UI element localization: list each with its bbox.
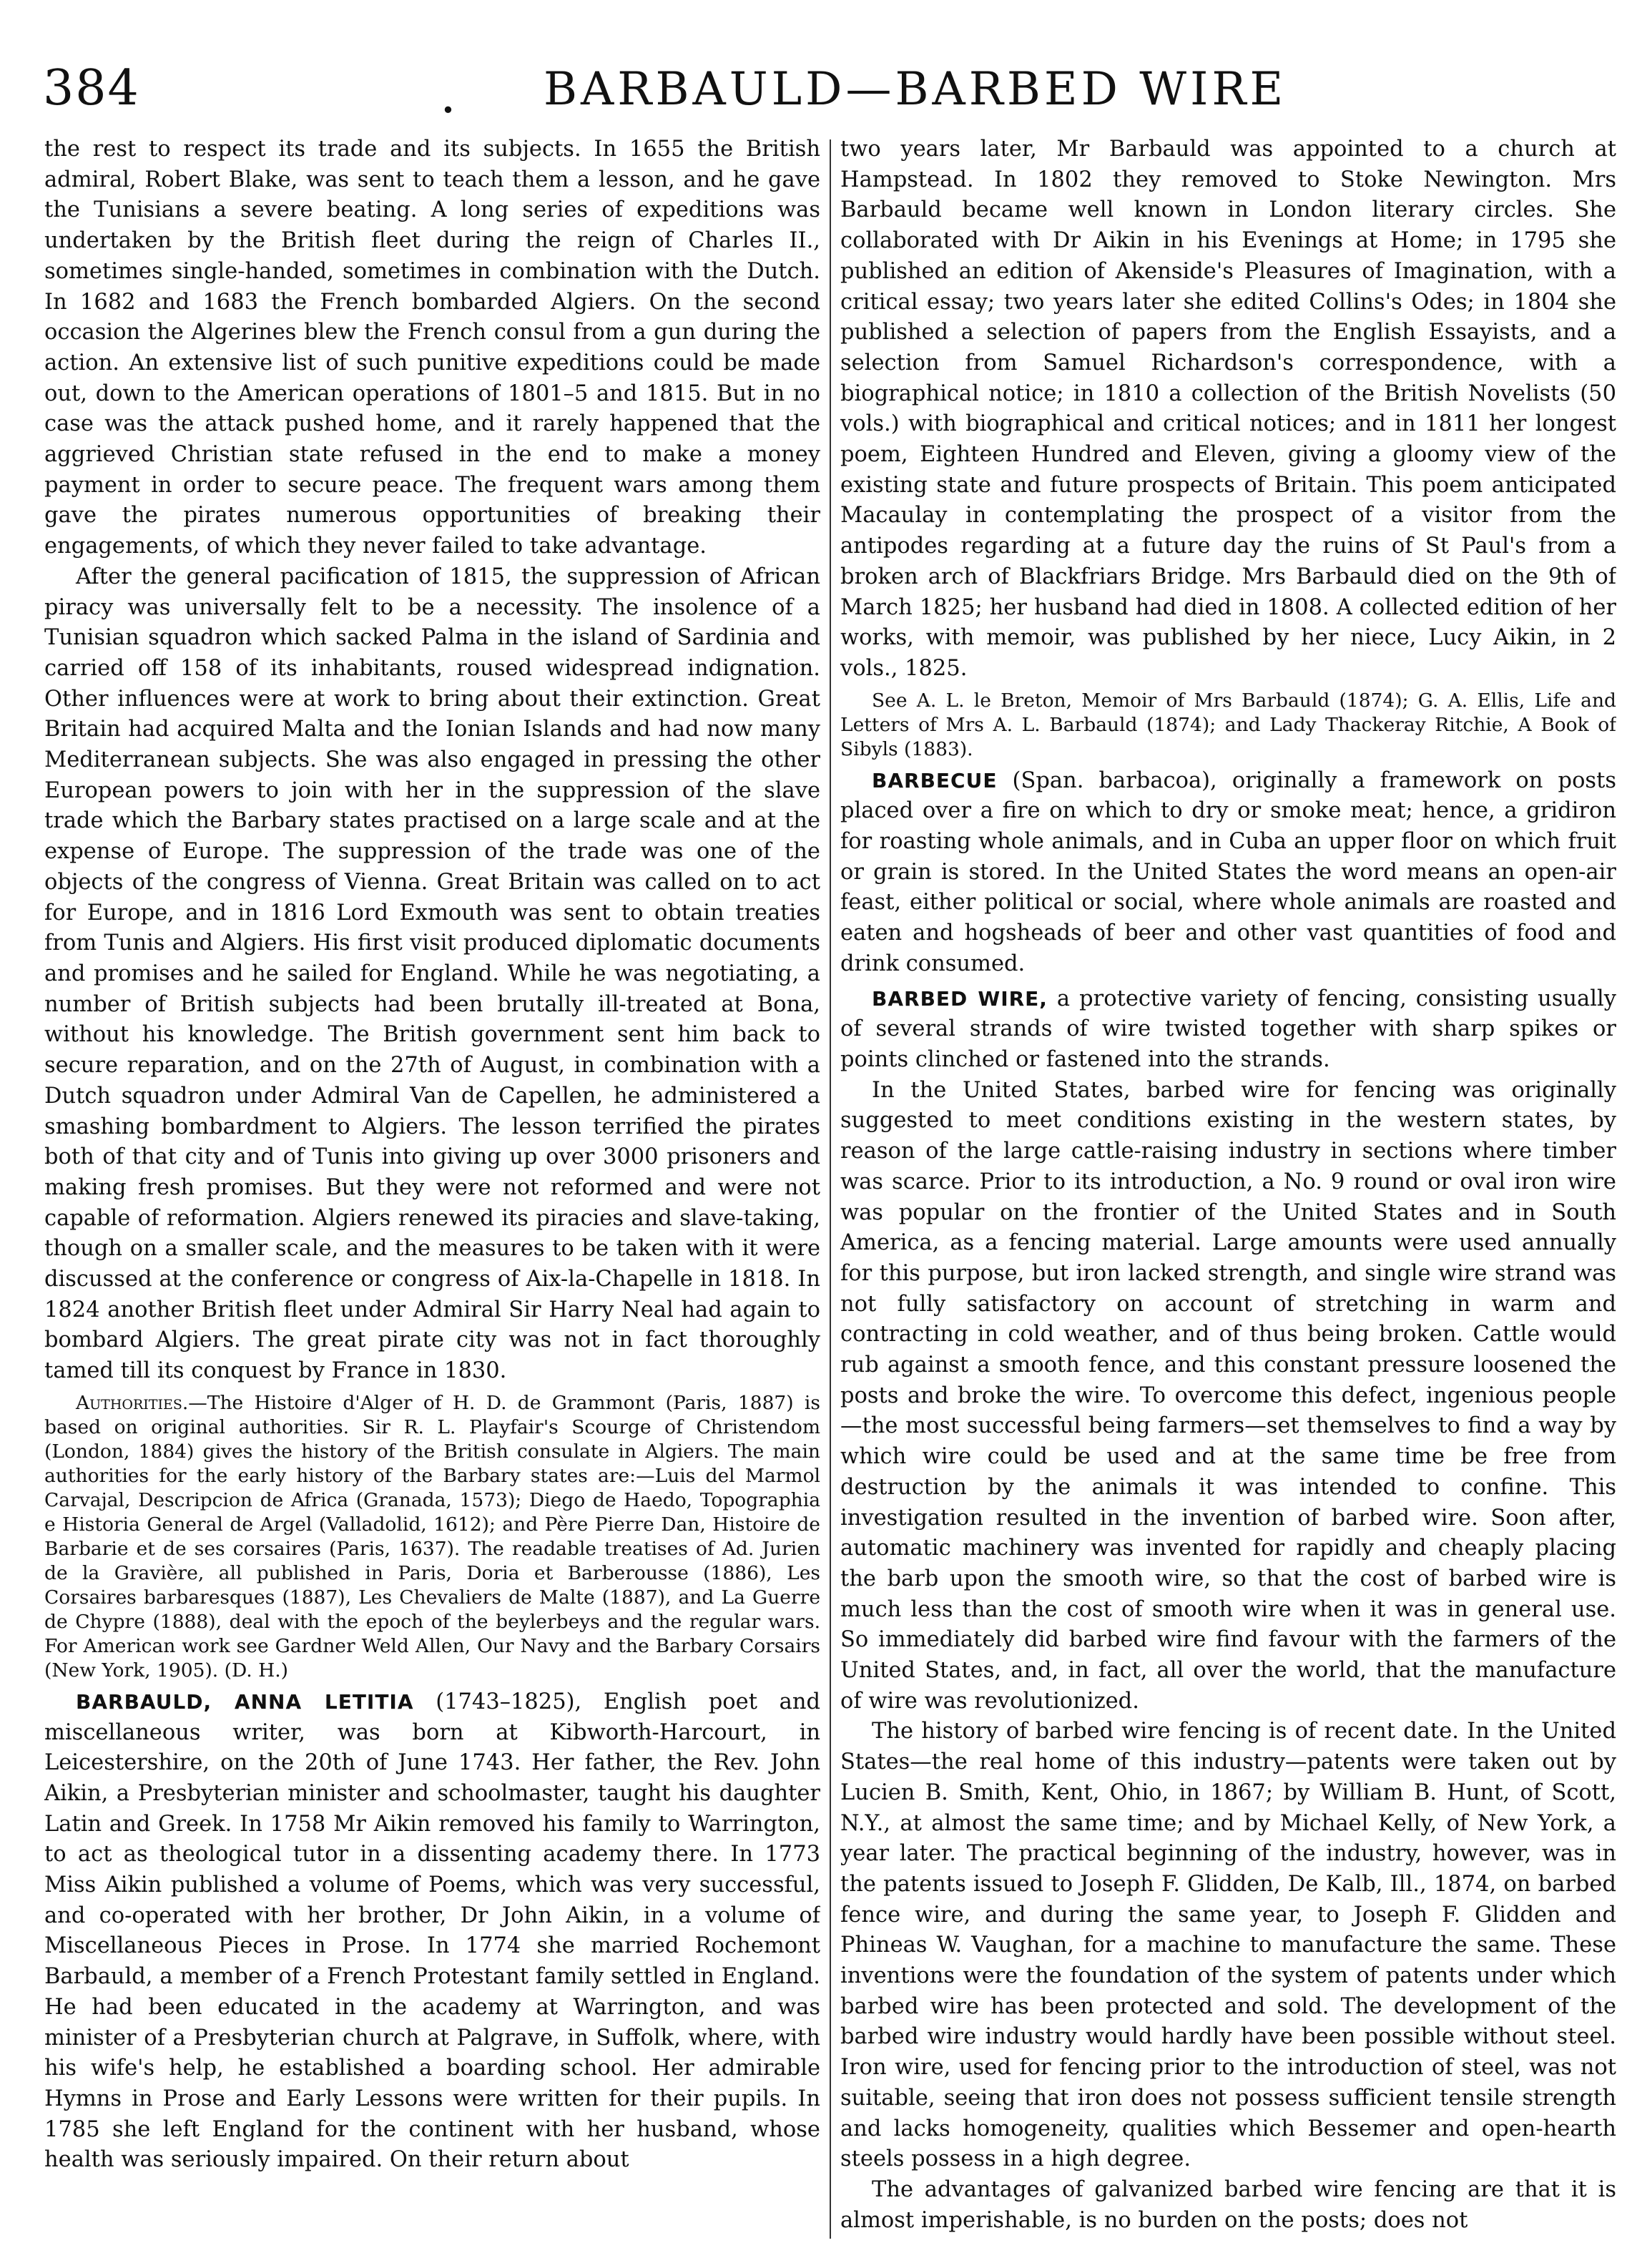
paragraph-barbauld-cont: two years later, Mr Barbauld was appointed to a church at Hampstead. In 1802 they removed to Stoke Newington. Mrs Barbauld became well known in London literary circles. She collaborated with Dr Aikin in his Evenings at Home; in 1795 she published an edition of Akenside's Pleasures of Imagination, with a critical essay; two years later she edited Collins's Odes; in 1804 she published a selection of papers from the English Essayists, and a selection from Samuel Richardson's correspondence, with a biographical notice; in 1810 a collection of the British Novelists (50 vols.) with biographical and critical notices; and in 1811 her longest poem, Eighteen Hundred and Eleven, giving a gloomy view of the existing state and future prospects of Britain. This poem anticipated Macaulay in contemplating the prospect of a visitor from the antipodes regarding at a future day the ruins of St Paul's from a broken arch of Blackfriars Bridge. Mrs Barbauld died on the 9th of March 1825; her husband had died in 1808. A collected edition of her works, with memoir, was published by her niece, Lucy Aikin, in 2 vols., 1825. [840,137,1616,681]
headword-barbauld: BARBAULD, ANNA LETITIA [76,1689,414,1714]
paragraph-barbed-wire-us: In the United States, barbed wire for fencing was originally suggested to meet conditions existing in the western states, by reason of the large cattle-raising industry in sections where timber was scarce. Prior to its introduction, a No. 9 round or oval iron wire was popular on the frontier of the United States and in South America, as a fencing material. Large amounts were used annually for this purpose, but iron lacked strength, and single wire strand was not fully satisfactory on account of stretching in warm and contracting in cold weather, and of thus being broken. Cattle would rub against a smooth fence, and this constant pressure loosened the posts and broke the wire. To overcome this defect, ingenious people—the most successful being farmers—set themselves to find a way by which wire could be used and at the same time be free from destruction by the animals it was intended to confine. This investigation resulted in the invention of barbed wire. Soon after, automatic machinery was invented for rapidly and cheaply placing the barb upon the smooth wire, so that the cost of barbed wire is much less than the cost of smooth wire when it was in general use. So immediately did barbed wire find favour with the farmers of the United States, and, in fact, all over the world, that the manufacture of wire was revolutionized. [840,1077,1616,1714]
authorities-label: Authorities. [76,1391,189,1414]
entry-barbecue [840,766,1616,980]
paragraph-authorities [44,1391,820,1683]
paragraph-barbauld-refs: See A. L. le Breton, Memoir of Mrs Barbauld (1874); G. A. Ellis, Life and Letters of Mrs A. L. Barbauld (1874); and Lady Thackeray Ritchie, A Book of Sibyls (1883). [840,689,1616,760]
left-column [44,134,820,2252]
page-header [43,57,1591,136]
entry-barbed-wire [840,984,1616,1076]
paragraph-pacification: After the general pacification of 1815, the suppression of African piracy was universally felt to be a necessity. The insolence of a Tunisian squadron which sacked Palma in the island of Sardinia and carried off 158 of its inhabitants, roused widespread indignation. Other influences were at work to bring about their extinction. Great Britain had acquired Malta and the Ionian Islands and had now many Mediterranean subjects. She was also engaged in pressing the other European powers to join with her in the suppression of the slave trade which the Barbary states practised on a large scale and at the expense of Europe. The suppression of the trade was one of the objects of the congress of Vienna. Great Britain was called on to act for Europe, and in 1816 Lord Exmouth was sent to obtain treaties from Tunis and Algiers. His first visit produced diplomatic documents and promises and he sailed for England. While he was negotiating, a number of British subjects had been brutally ill-treated at Bona, without his knowledge. The British government sent him back to secure reparation, and on the 27th of August, in combination with a Dutch squadron under Admiral Van de Capellen, he administered a smashing bombardment to Algiers. The lesson terrified the pirates both of that city and of Tunis into giving up over 3000 prisoners and making fresh promises. But they were not reformed and were not capable of reformation. Algiers renewed its piracies and slave-taking, though on a smaller scale, and the measures to be taken with it were discussed at the conference or congress of Aix-la-Chapelle in 1818. In 1824 another British fleet under Admiral Sir Harry Neal had again to bombard Algiers. The great pirate city was not in fact thoroughly tamed till its conquest by France in 1830. [44,564,820,1384]
entry-barbauld [44,1687,820,2176]
paragraph-barbary-cont: the rest to respect its trade and its subjects. In 1655 the British admiral, Robert Blake, was sent to teach them a lesson, and he gave the Tunisians a severe beating. A long series of expeditions was undertaken by the British fleet during the reign of Charles II., sometimes single-handed, sometimes in combination with the Dutch. In 1682 and 1683 the French bombarded Algiers. On the second occasion the Algerines blew the French consul from a gun during the action. An extensive list of such punitive expeditions could be made out, down to the American operations of 1801–5 and 1815. But in no case was the attack pushed home, and it rarely happened that the aggrieved Christian state refused in the end to make a money payment in order to secure peace. The frequent wars among them gave the pirates numerous opportunities of breaking their engagements, of which they never failed to take advantage. [44,137,820,559]
authorities-text: —The Histoire d'Alger of H. D. de Grammont (Paris, 1887) is based on original authorities. Sir R. L. Playfair's Scourge of Christendom (London, 1884) gives the history of the British consulate in Algiers. The main authorities for the early history of the Barbary states are:—Luis del Marmol Carvajal, Descripcion de Africa (Granada, 1573); Diego de Haedo, Topographia e Historia General de Argel (Valladolid, 1612); and Père Pierre Dan, Histoire de Barbarie et de ses corsaires (Paris, 1637). The readable treatises of Ad. Jurien de la Gravière, all published in Paris, Doria et Barberousse (1886), Les Corsaires barbaresques (1887), Les Chevaliers de Malte (1887), and La Guerre de Chypre (1888), deal with the epoch of the beylerbeys and the regular wars. For American work see Gardner Weld Allen, Our Navy and the Barbary Corsairs (New York, 1905). (D. H.) [44,1391,820,1682]
headword-barbed-wire: BARBED WIRE, [872,986,1048,1011]
barbecue-text: (Span. barbacoa), originally a framework on posts placed over a fire on which to dry or smoke meat; hence, a gridiron for roasting whole animals, and in Cuba an upper floor on which fruit or grain is stored. In the United States the word means an open-air feast, either political or social, where whole animals are roasted and eaten and hogsheads of beer and other vast quantities of food and drink consumed. [840,767,1616,976]
page-number: 384 [43,60,140,117]
running-title: BARBAULD—BARBED WIRE [544,63,1287,116]
header-dot: . [440,64,456,124]
barbauld-text: (1743–1825), English poet and miscellaneous writer, was born at Kibworth-Harcourt, in Leicestershire, on the 20th of June 1743. Her father, the Rev. John Aikin, a Presbyterian minister and schoolmaster, taught his daughter Latin and Greek. In 1758 Mr Aikin removed his family to Warrington, to act as theological tutor in a dissenting academy there. In 1773 Miss Aikin published a volume of Poems, which was very successful, and co-operated with her brother, Dr John Aikin, in a volume of Miscellaneous Pieces in Prose. In 1774 she married Rochemont Barbauld, a member of a French Protestant family settled in England. He had been educated in the academy at Warrington, and was minister of a Presbyterian church at Palgrave, in Suffolk, where, with his wife's help, he established a boarding school. Her admirable Hymns in Prose and Early Lessons were written for their pupils. In 1785 she left England for the continent with her husband, whose health was seriously impaired. On their return about [44,1689,820,2173]
barbed-wire-text: a protective variety of fencing, consisting usually of several strands of wire twisted together with sharp spikes or points clinched or fastened into the strands. [840,986,1616,1072]
column-divider [830,139,831,2239]
paragraph-barbed-wire-history: The history of barbed wire fencing is of recent date. In the United States—the real home of this industry—patents were taken out by Lucien B. Smith, Kent, Ohio, in 1867; by William B. Hunt, of Scott, N.Y., at almost the same time; and by Michael Kelly, of New York, a year later. The practical beginning of the industry, however, was in the patents issued to Joseph F. Glidden, De Kalb, Ill., 1874, on barbed fence wire, and during the same year, to Joseph F. Glidden and Phineas W. Vaughan, for a machine to manufacture the same. These inventions were the foundation of the system of patents under which barbed wire has been protected and sold. The development of the barbed wire industry would hardly have been possible without steel. Iron wire, used for fencing prior to the introduction of steel, was not suitable, seeing that iron does not possess sufficient tensile strength and lacks homogeneity, qualities which Bessemer and open-hearth steels possess in a high degree. [840,1719,1616,2172]
right-column [840,134,1616,2252]
headword-barbecue: BARBECUE [872,768,998,792]
paragraph-barbed-wire-advantages: The advantages of galvanized barbed wire fencing are that it is almost imperishable, is no burden on the posts; does not [840,2177,1616,2233]
